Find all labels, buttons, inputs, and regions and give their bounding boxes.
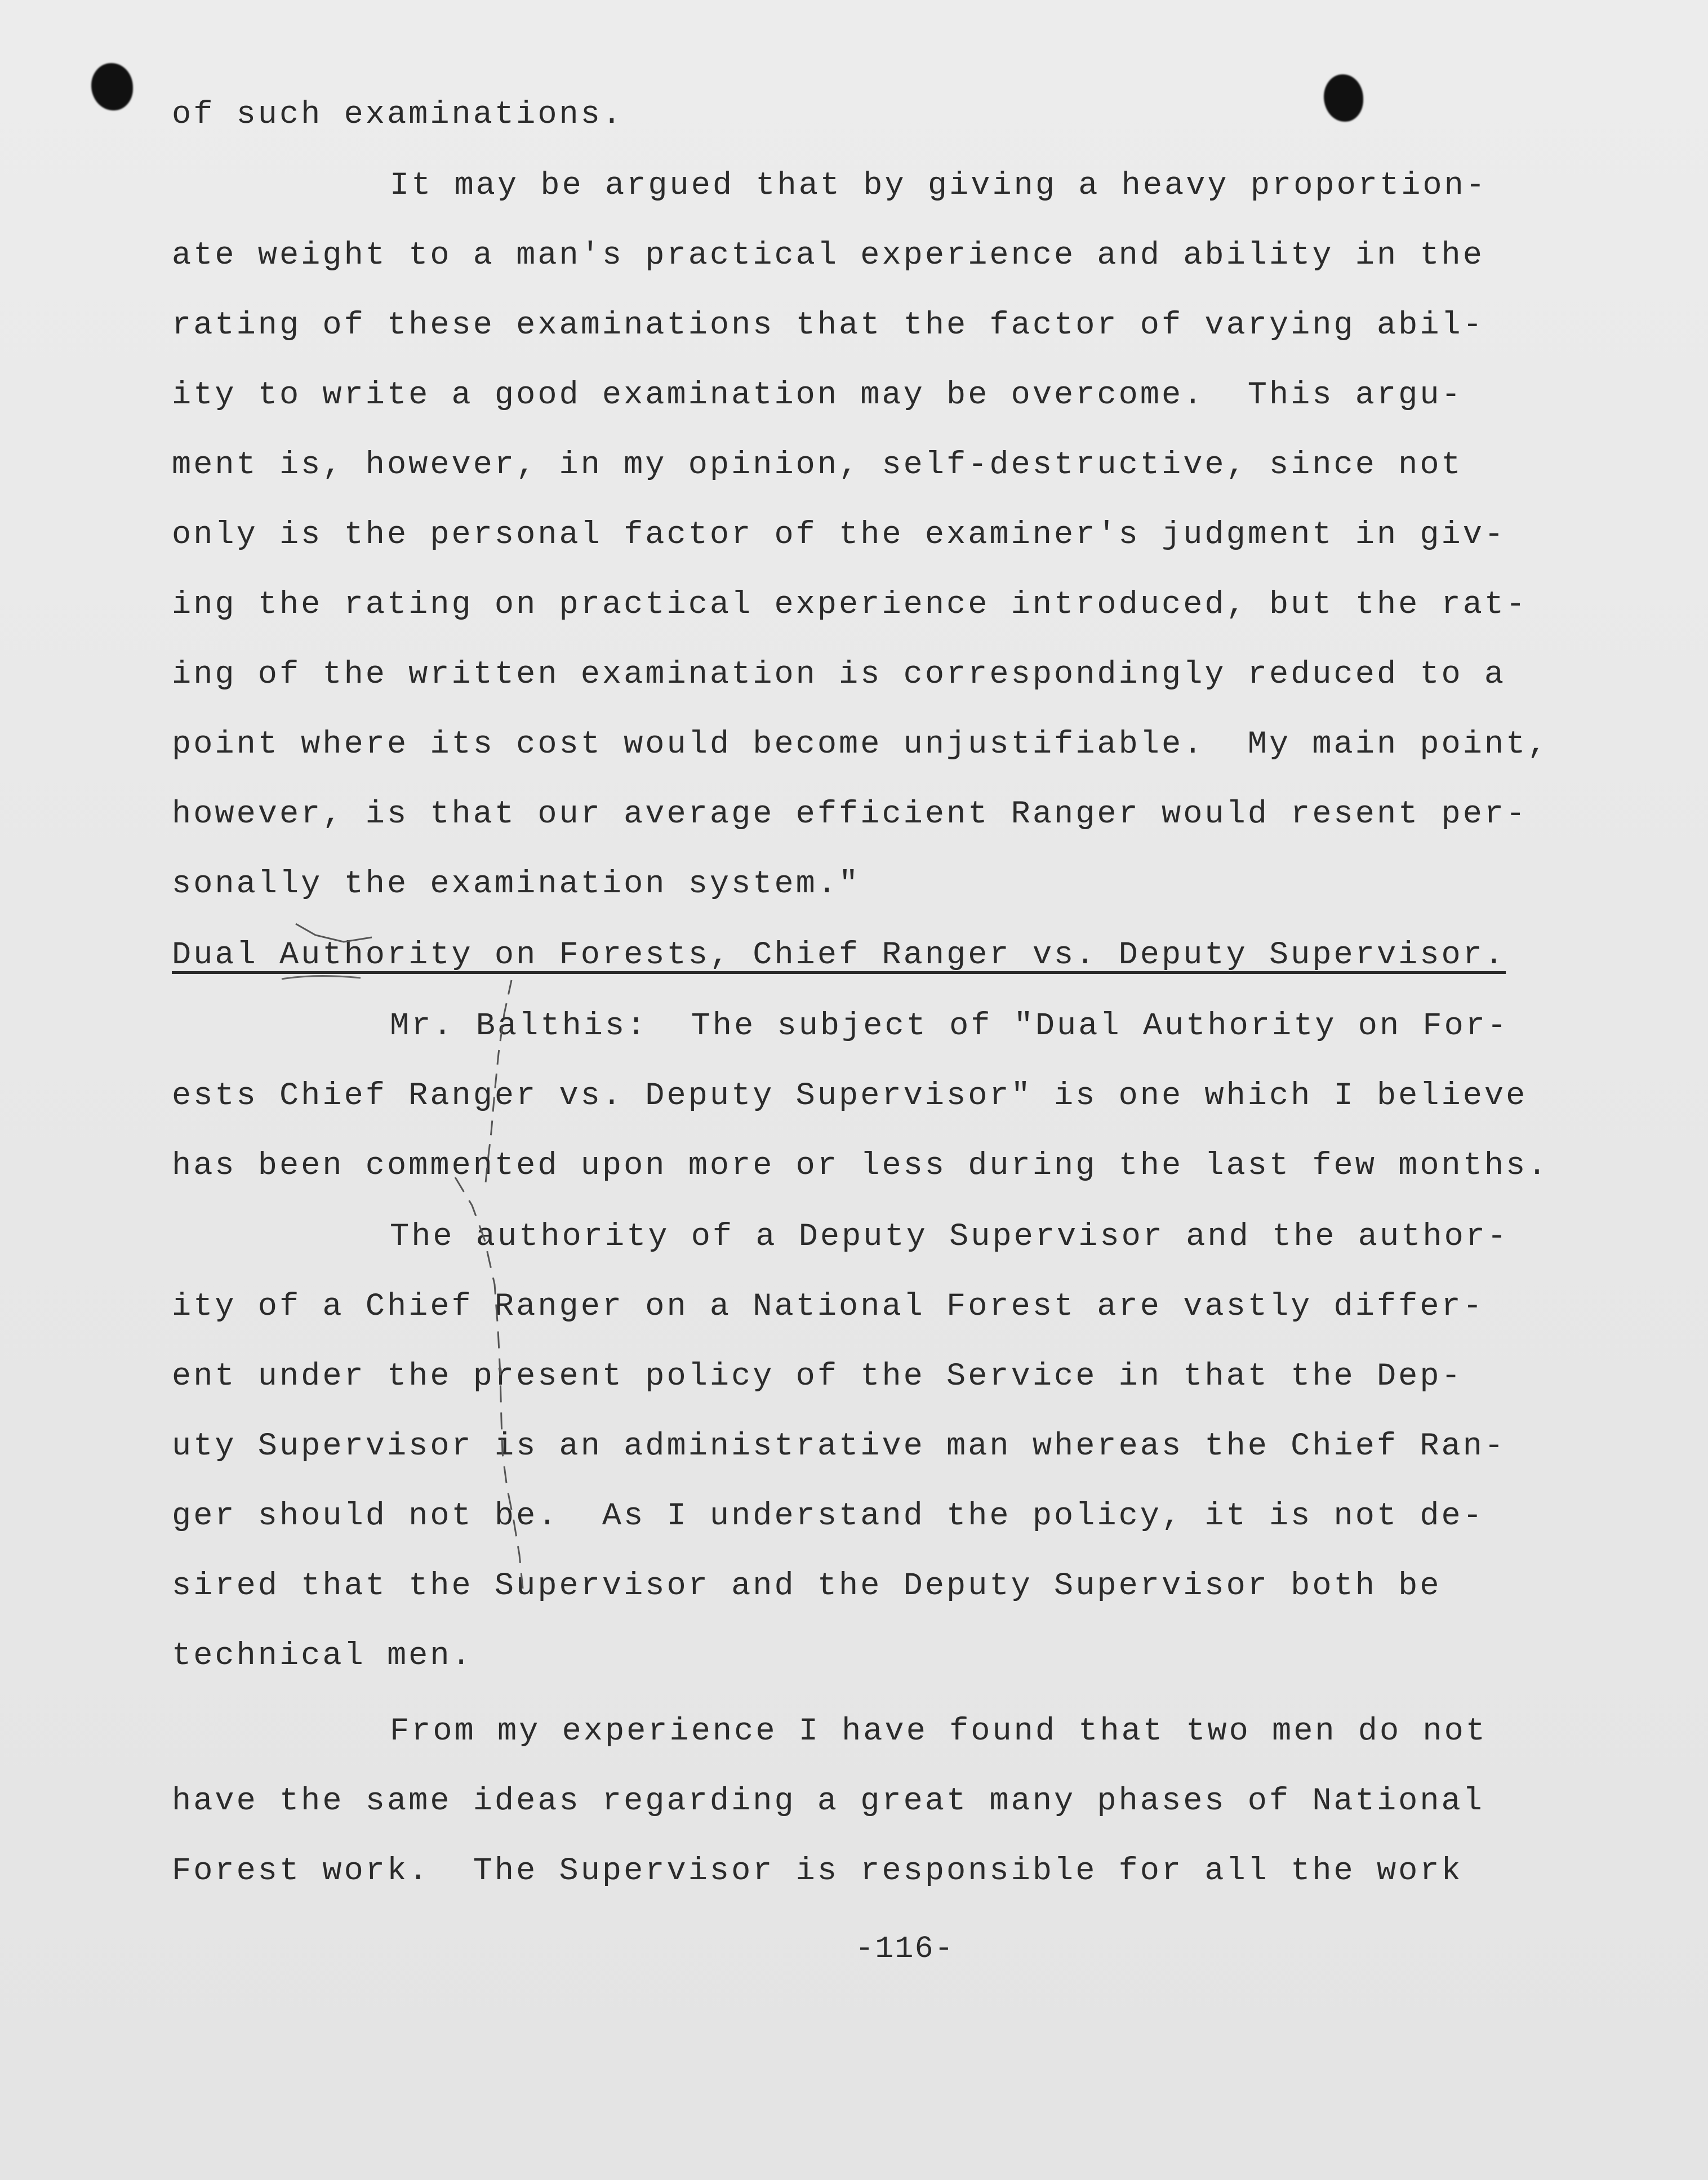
text-line: only is the personal factor of the examiner's judgment in giv- (172, 517, 1506, 553)
text-line: rating of these examinations that the factor of varying abil- (172, 308, 1484, 344)
text-line: ate weight to a man's practical experience and ability in the (172, 238, 1484, 274)
text-line: point where its cost would become unjustifiable. My main point, (172, 727, 1549, 763)
text-line: have the same ideas regarding a great many phases of National (172, 1783, 1484, 1819)
text-line: Mr. Balthis: The subject of "Dual Authority on For- (390, 1008, 1509, 1044)
page-number: -116- (855, 1931, 955, 1967)
section-heading: Dual Authority on Forests, Chief Ranger vs. Deputy Supervisor. (172, 937, 1506, 973)
text-line: ger should not be. As I understand the policy, it is not de- (172, 1498, 1484, 1534)
text-line: ing the rating on practical experience introduced, but the rat- (172, 587, 1528, 623)
text-line: has been commented upon more or less during the last few months. (172, 1148, 1549, 1184)
text-line: From my experience I have found that two men do not (390, 1714, 1487, 1750)
text-line: of such examinations. (172, 97, 624, 133)
text-line: ity of a Chief Ranger on a National Forest are vastly differ- (172, 1289, 1484, 1325)
text-line: ests Chief Ranger vs. Deputy Supervisor" is one which I believe (172, 1078, 1528, 1114)
text-line: ment is, however, in my opinion, self-destructive, since not (172, 447, 1463, 483)
text-line: ent under the present policy of the Service in that the Dep- (172, 1359, 1463, 1395)
text-line: ity to write a good examination may be overcome. This argu- (172, 377, 1463, 413)
text-line: sonally the examination system." (172, 866, 861, 902)
text-line: technical men. (172, 1638, 473, 1674)
text-line: however, is that our average efficient Ranger would resent per- (172, 797, 1528, 833)
text-line: ing of the written examination is correspondingly reduced to a (172, 657, 1506, 693)
text-line: It may be argued that by giving a heavy proportion- (390, 168, 1487, 204)
text-line: Forest work. The Supervisor is responsible for all the work (172, 1853, 1463, 1889)
text-line: sired that the Supervisor and the Deputy Supervisor both be (172, 1568, 1442, 1604)
text-line: The authority of a Deputy Supervisor and the author- (390, 1219, 1509, 1255)
text-line: uty Supervisor is an administrative man whereas the Chief Ran- (172, 1429, 1506, 1465)
